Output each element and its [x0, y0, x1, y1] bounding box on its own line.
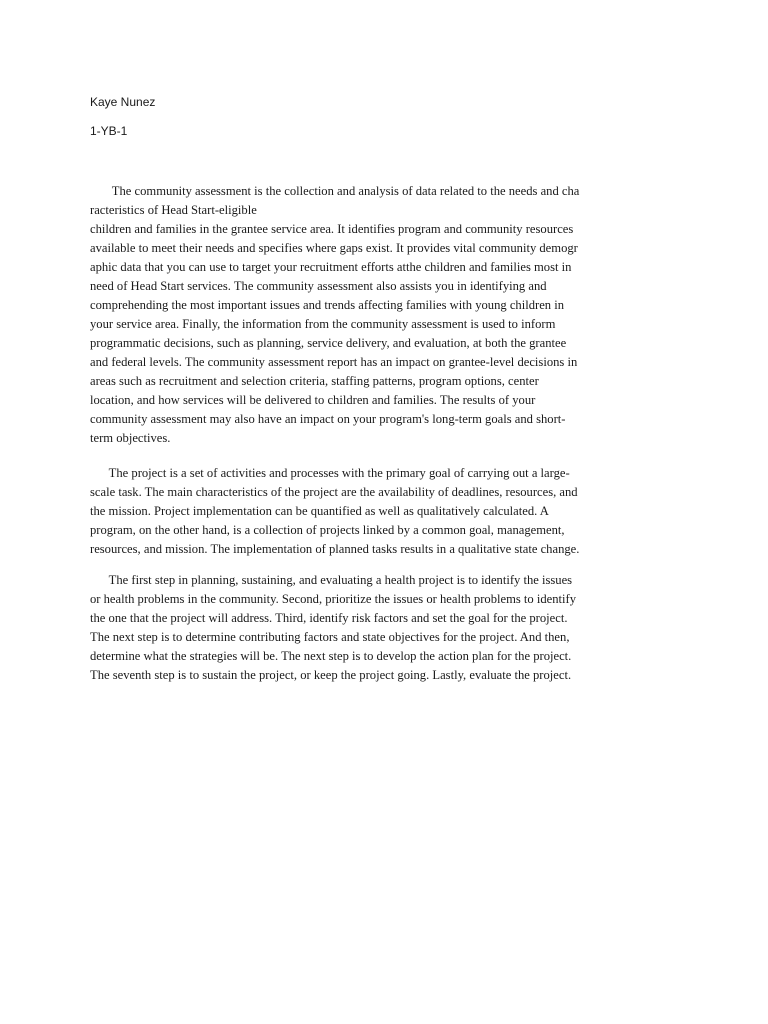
paragraph-health-project-steps — [90, 571, 690, 685]
paragraph-line: term objectives. — [90, 431, 171, 445]
author-name: Kaye Nunez — [90, 95, 156, 109]
paragraph-line: The seventh step is to sustain the project, or keep the project going. Lastly, evaluate the project. — [90, 668, 572, 682]
paragraph-line: community assessment may also have an impact on your program's long-term goals and short- — [90, 412, 566, 426]
paragraph-line: children and families in the grantee service area. It identifies program and community resources — [90, 222, 574, 236]
paragraph-line: and federal levels. The community assessment report has an impact on grantee-level decisions in — [90, 355, 578, 369]
paragraph-line: resources, and mission. The implementation of planned tasks results in a qualitative state change. — [90, 542, 580, 556]
paragraph-community-assessment — [90, 182, 690, 448]
paragraph-line: need of Head Start services. The community assessment also assists you in identifying and — [90, 279, 547, 293]
paragraph-line: determine what the strategies will be. The next step is to develop the action plan for the project. — [90, 649, 572, 663]
paragraph-line: comprehending the most important issues and trends affecting families with young children in — [90, 298, 565, 312]
paragraph-line: programmatic decisions, such as planning, service delivery, and evaluation, at both the grantee — [90, 336, 567, 350]
paragraph-project-definition — [90, 464, 690, 559]
paragraph-line: aphic data that you can use to target your recruitment efforts atthe children and families most in — [90, 260, 572, 274]
paragraph-line: or health problems in the community. Second, prioritize the issues or health problems to identify — [90, 592, 577, 606]
paragraph-line: the mission. Project implementation can be quantified as well as qualitatively calculated. A — [90, 504, 549, 518]
paragraph-line: location, and how services will be delivered to children and families. The results of your — [90, 393, 536, 407]
paragraph-line: The project is a set of activities and processes with the primary goal of carrying out a large- — [90, 466, 570, 480]
paragraph-line: program, on the other hand, is a collection of projects linked by a common goal, management, — [90, 523, 565, 537]
paragraph-line: available to meet their needs and specifies where gaps exist. It provides vital community demogr — [90, 241, 578, 255]
paragraph-line: your service area. Finally, the information from the community assessment is used to inform — [90, 317, 556, 331]
paragraph-line: scale task. The main characteristics of the project are the availability of deadlines, resources, and — [90, 485, 578, 499]
section-code: 1-YB-1 — [90, 124, 128, 138]
paragraph-line: The first step in planning, sustaining, and evaluating a health project is to identify the issues — [90, 573, 573, 587]
paragraph-line: racteristics of Head Start-eligible — [90, 203, 257, 217]
paragraph-line: The next step is to determine contributing factors and state objectives for the project. And then, — [90, 630, 570, 644]
paragraph-line: areas such as recruitment and selection criteria, staffing patterns, program options, center — [90, 374, 539, 388]
paragraph-line: The community assessment is the collection and analysis of data related to the needs and cha — [90, 184, 580, 198]
paragraph-line: the one that the project will address. Third, identify risk factors and set the goal for the project. — [90, 611, 568, 625]
